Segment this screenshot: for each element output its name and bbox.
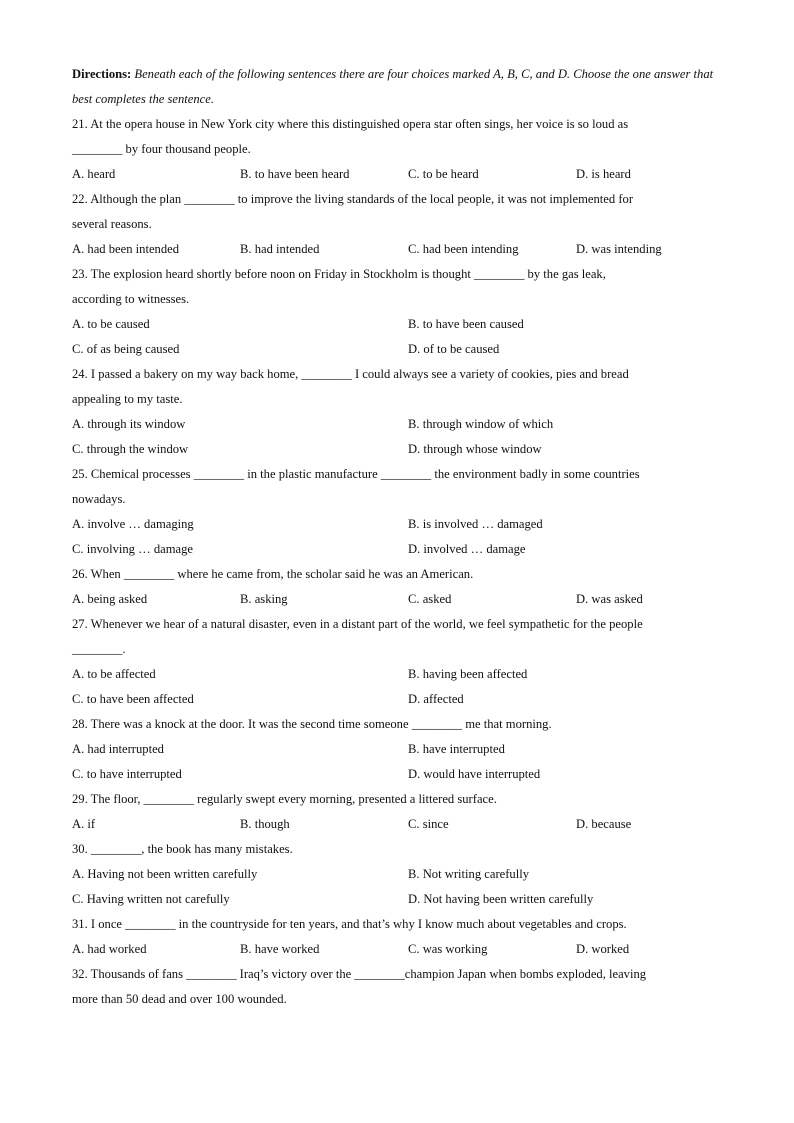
answer-option: C. of as being caused	[72, 342, 180, 356]
options-row	[72, 337, 722, 362]
options-row	[72, 937, 722, 962]
answer-option: B. is involved … damaged	[408, 517, 543, 531]
answer-option: B. though	[240, 817, 290, 831]
question-item	[72, 562, 722, 612]
question-item	[72, 262, 722, 362]
options-row	[72, 737, 722, 762]
answer-option: C. to have interrupted	[72, 767, 182, 781]
answer-option: D. involved … damage	[408, 542, 526, 556]
options-row	[72, 312, 722, 337]
answer-option: D. affected	[408, 692, 464, 706]
options-row	[72, 762, 722, 787]
answer-option: C. since	[408, 817, 449, 831]
question-item	[72, 837, 722, 912]
options-row	[72, 412, 722, 437]
answer-option: D. was intending	[576, 242, 662, 256]
options-row	[72, 437, 722, 462]
answer-option: B. to have been heard	[240, 167, 350, 181]
question-item	[72, 187, 722, 262]
answer-option: A. to be caused	[72, 317, 150, 331]
answer-option: A. being asked	[72, 592, 148, 606]
options-row	[72, 887, 722, 912]
question-text-line: 21. At the opera house in New York city where this distinguished opera star often sings, her voice is so loud as	[72, 117, 629, 131]
question-text-line: nowadays.	[72, 492, 126, 506]
directions-label: Directions:	[72, 67, 132, 81]
question-text-line: 25. Chemical processes ________ in the plastic manufacture ________ the environment badly in some countries	[72, 467, 640, 481]
answer-option: C. to be heard	[408, 167, 479, 181]
answer-option: A. to be affected	[72, 667, 156, 681]
options-row	[72, 587, 722, 612]
answer-option: B. to have been caused	[408, 317, 524, 331]
answer-option: A. if	[72, 817, 96, 831]
answer-option: A. had been intended	[72, 242, 180, 256]
answer-option: D. through whose window	[408, 442, 542, 456]
directions-text: Beneath each of the following sentences there are four choices marked A, B, C, and D. Choose the one answer that best completes the sentence.	[72, 67, 714, 106]
answer-option: C. Having written not carefully	[72, 892, 230, 906]
answer-option: A. had worked	[72, 942, 147, 956]
question-item	[72, 462, 722, 562]
answer-option: C. had been intending	[408, 242, 519, 256]
question-item	[72, 787, 722, 837]
answer-option: D. is heard	[576, 167, 631, 181]
question-item	[72, 912, 722, 962]
question-text-line: 23. The explosion heard shortly before noon on Friday in Stockholm is thought ________ by the gas leak,	[72, 267, 606, 281]
question-text-line: 29. The floor, ________ regularly swept every morning, presented a littered surface.	[72, 792, 497, 806]
question-text-line: more than 50 dead and over 100 wounded.	[72, 992, 287, 1006]
answer-option: C. involving … damage	[72, 542, 194, 556]
question-text-line: 32. Thousands of fans ________ Iraq’s victory over the ________champion Japan when bombs exploded, leaving	[72, 967, 647, 981]
question-text-line: several reasons.	[72, 217, 152, 231]
options-row	[72, 512, 722, 537]
answer-option: B. Not writing carefully	[408, 867, 530, 881]
answer-option: B. have interrupted	[408, 742, 505, 756]
answer-option: D. because	[576, 817, 632, 831]
answer-option: D. worked	[576, 942, 630, 956]
answer-option: B. asking	[240, 592, 288, 606]
answer-option: D. Not having been written carefully	[408, 892, 594, 906]
question-item	[72, 712, 722, 787]
answer-option: B. having been affected	[408, 667, 528, 681]
exam-content	[72, 62, 722, 1012]
question-item	[72, 112, 722, 187]
answer-option: A. involve … damaging	[72, 517, 194, 531]
answer-option: A. through its window	[72, 417, 186, 431]
options-row	[72, 812, 722, 837]
question-text-line: appealing to my taste.	[72, 392, 183, 406]
question-text-line: 26. When ________ where he came from, the scholar said he was an American.	[72, 567, 474, 581]
question-text-line: ________.	[72, 642, 126, 656]
answer-option: C. was working	[408, 942, 488, 956]
options-row	[72, 687, 722, 712]
question-list	[72, 112, 722, 1012]
question-item	[72, 612, 722, 712]
answer-option: A. heard	[72, 167, 116, 181]
question-text-line: ________ by four thousand people.	[72, 142, 251, 156]
question-text-line: according to witnesses.	[72, 292, 190, 306]
answer-option: C. through the window	[72, 442, 189, 456]
answer-option: D. was asked	[576, 592, 643, 606]
options-row	[72, 237, 722, 262]
options-row	[72, 537, 722, 562]
answer-option: B. through window of which	[408, 417, 554, 431]
question-item	[72, 362, 722, 462]
answer-option: A. Having not been written carefully	[72, 867, 258, 881]
question-text-line: 28. There was a knock at the door. It was the second time someone ________ me that morning.	[72, 717, 552, 731]
answer-option: D. would have interrupted	[408, 767, 541, 781]
question-text-line: 30. ________, the book has many mistakes.	[72, 842, 293, 856]
options-row	[72, 862, 722, 887]
answer-option: C. to have been affected	[72, 692, 194, 706]
options-row	[72, 162, 722, 187]
answer-option: A. had interrupted	[72, 742, 164, 756]
answer-option: D. of to be caused	[408, 342, 500, 356]
answer-option: B. had intended	[240, 242, 320, 256]
question-text-line: 27. Whenever we hear of a natural disaster, even in a distant part of the world, we feel sympathetic for the people	[72, 617, 643, 631]
question-item	[72, 962, 722, 1012]
question-text-line: 24. I passed a bakery on my way back home, ________ I could always see a variety of cookies, pies and bread	[72, 367, 629, 381]
question-text-line: 31. I once ________ in the countryside for ten years, and that’s why I know much about vegetables and crops.	[72, 917, 627, 931]
answer-option: C. asked	[408, 592, 452, 606]
options-row	[72, 662, 722, 687]
answer-option: B. have worked	[240, 942, 320, 956]
directions	[72, 62, 722, 112]
question-text-line: 22. Although the plan ________ to improve the living standards of the local people, it was not implemented for	[72, 192, 634, 206]
